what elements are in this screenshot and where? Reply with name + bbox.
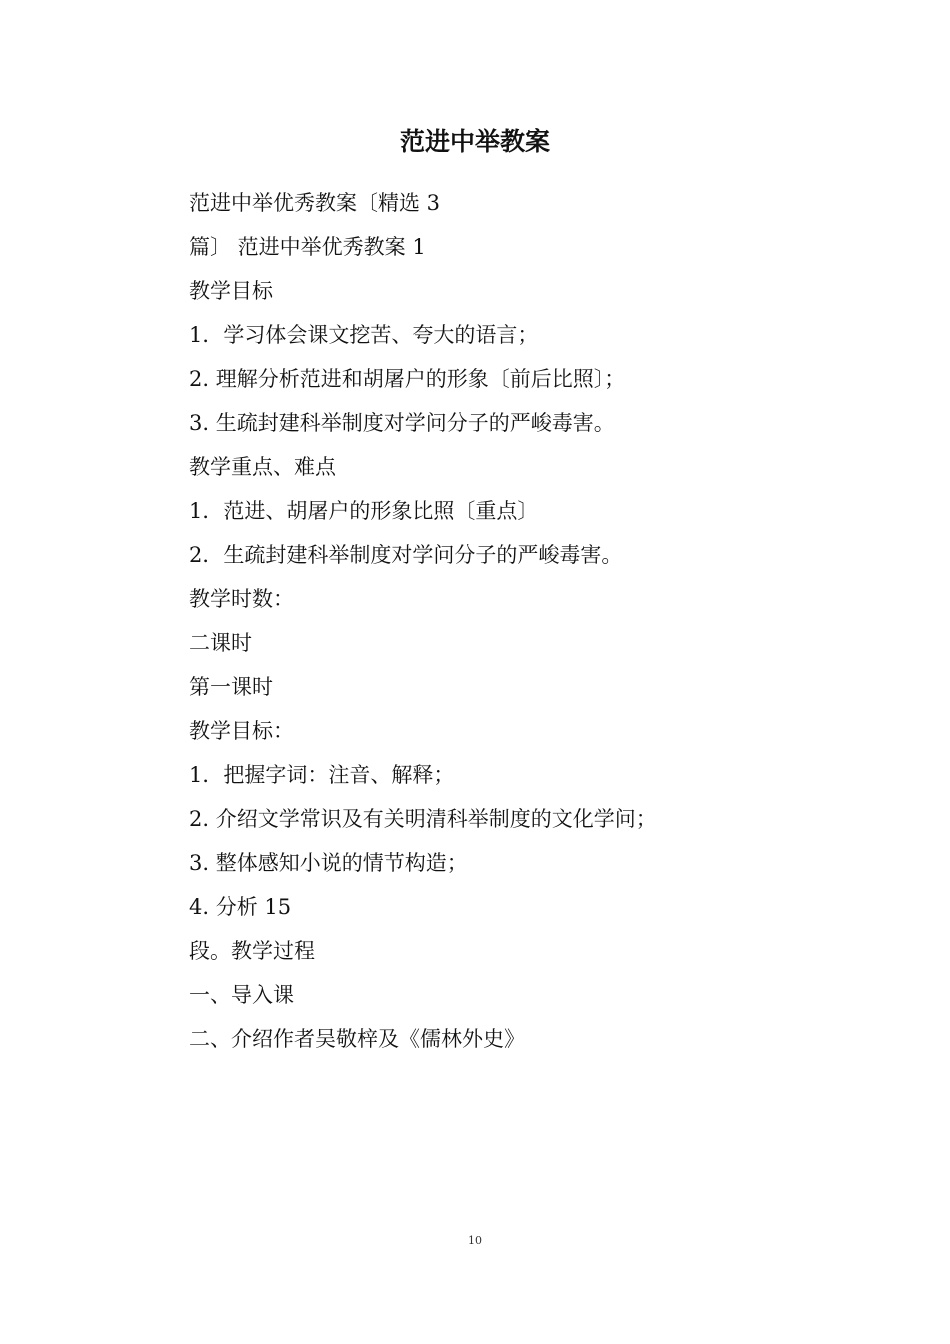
section-heading: 教学时数： [189, 587, 294, 611]
text-line: 二课时 [189, 631, 252, 655]
list-item: 1．学习体会课文挖苦、夸大的语言； [189, 323, 539, 347]
list-item: 2. 理解分析范进和胡屠户的形象〔前后比照〕； [189, 367, 626, 391]
section-heading: 第一课时 [189, 675, 273, 699]
list-item: 2．生疏封建科举制度对学问分子的严峻毒害。 [189, 543, 623, 567]
section-heading: 教学重点、难点 [189, 455, 336, 479]
text-line: 范进中举优秀教案〔精选 3 [189, 191, 441, 215]
list-item: 3. 整体感知小说的情节构造； [189, 851, 468, 875]
text-line: 二、介绍作者吴敬梓及《儒林外史》 [189, 1027, 525, 1051]
list-item: 4. 分析 15 [189, 895, 292, 919]
list-item: 1．把握字词：注音、解释； [189, 763, 455, 787]
list-item: 3. 生疏封建科举制度对学问分子的严峻毒害。 [189, 411, 615, 435]
page-number: 10 [468, 1234, 482, 1247]
document-title: 范进中举教案 [399, 127, 550, 156]
text-line: 篇〕 范进中举优秀教案 1 [189, 235, 426, 259]
text-line: 一、导入课 [189, 983, 294, 1007]
list-item: 2. 介绍文学常识及有关明清科举制度的文化学问； [189, 807, 657, 831]
list-item: 1．范进、胡屠户的形象比照〔重点〕 [189, 499, 539, 523]
section-heading: 教学目标： [189, 719, 294, 743]
document-body [189, 186, 749, 1066]
section-heading: 教学目标 [189, 279, 273, 303]
text-line: 段。教学过程 [189, 939, 315, 963]
